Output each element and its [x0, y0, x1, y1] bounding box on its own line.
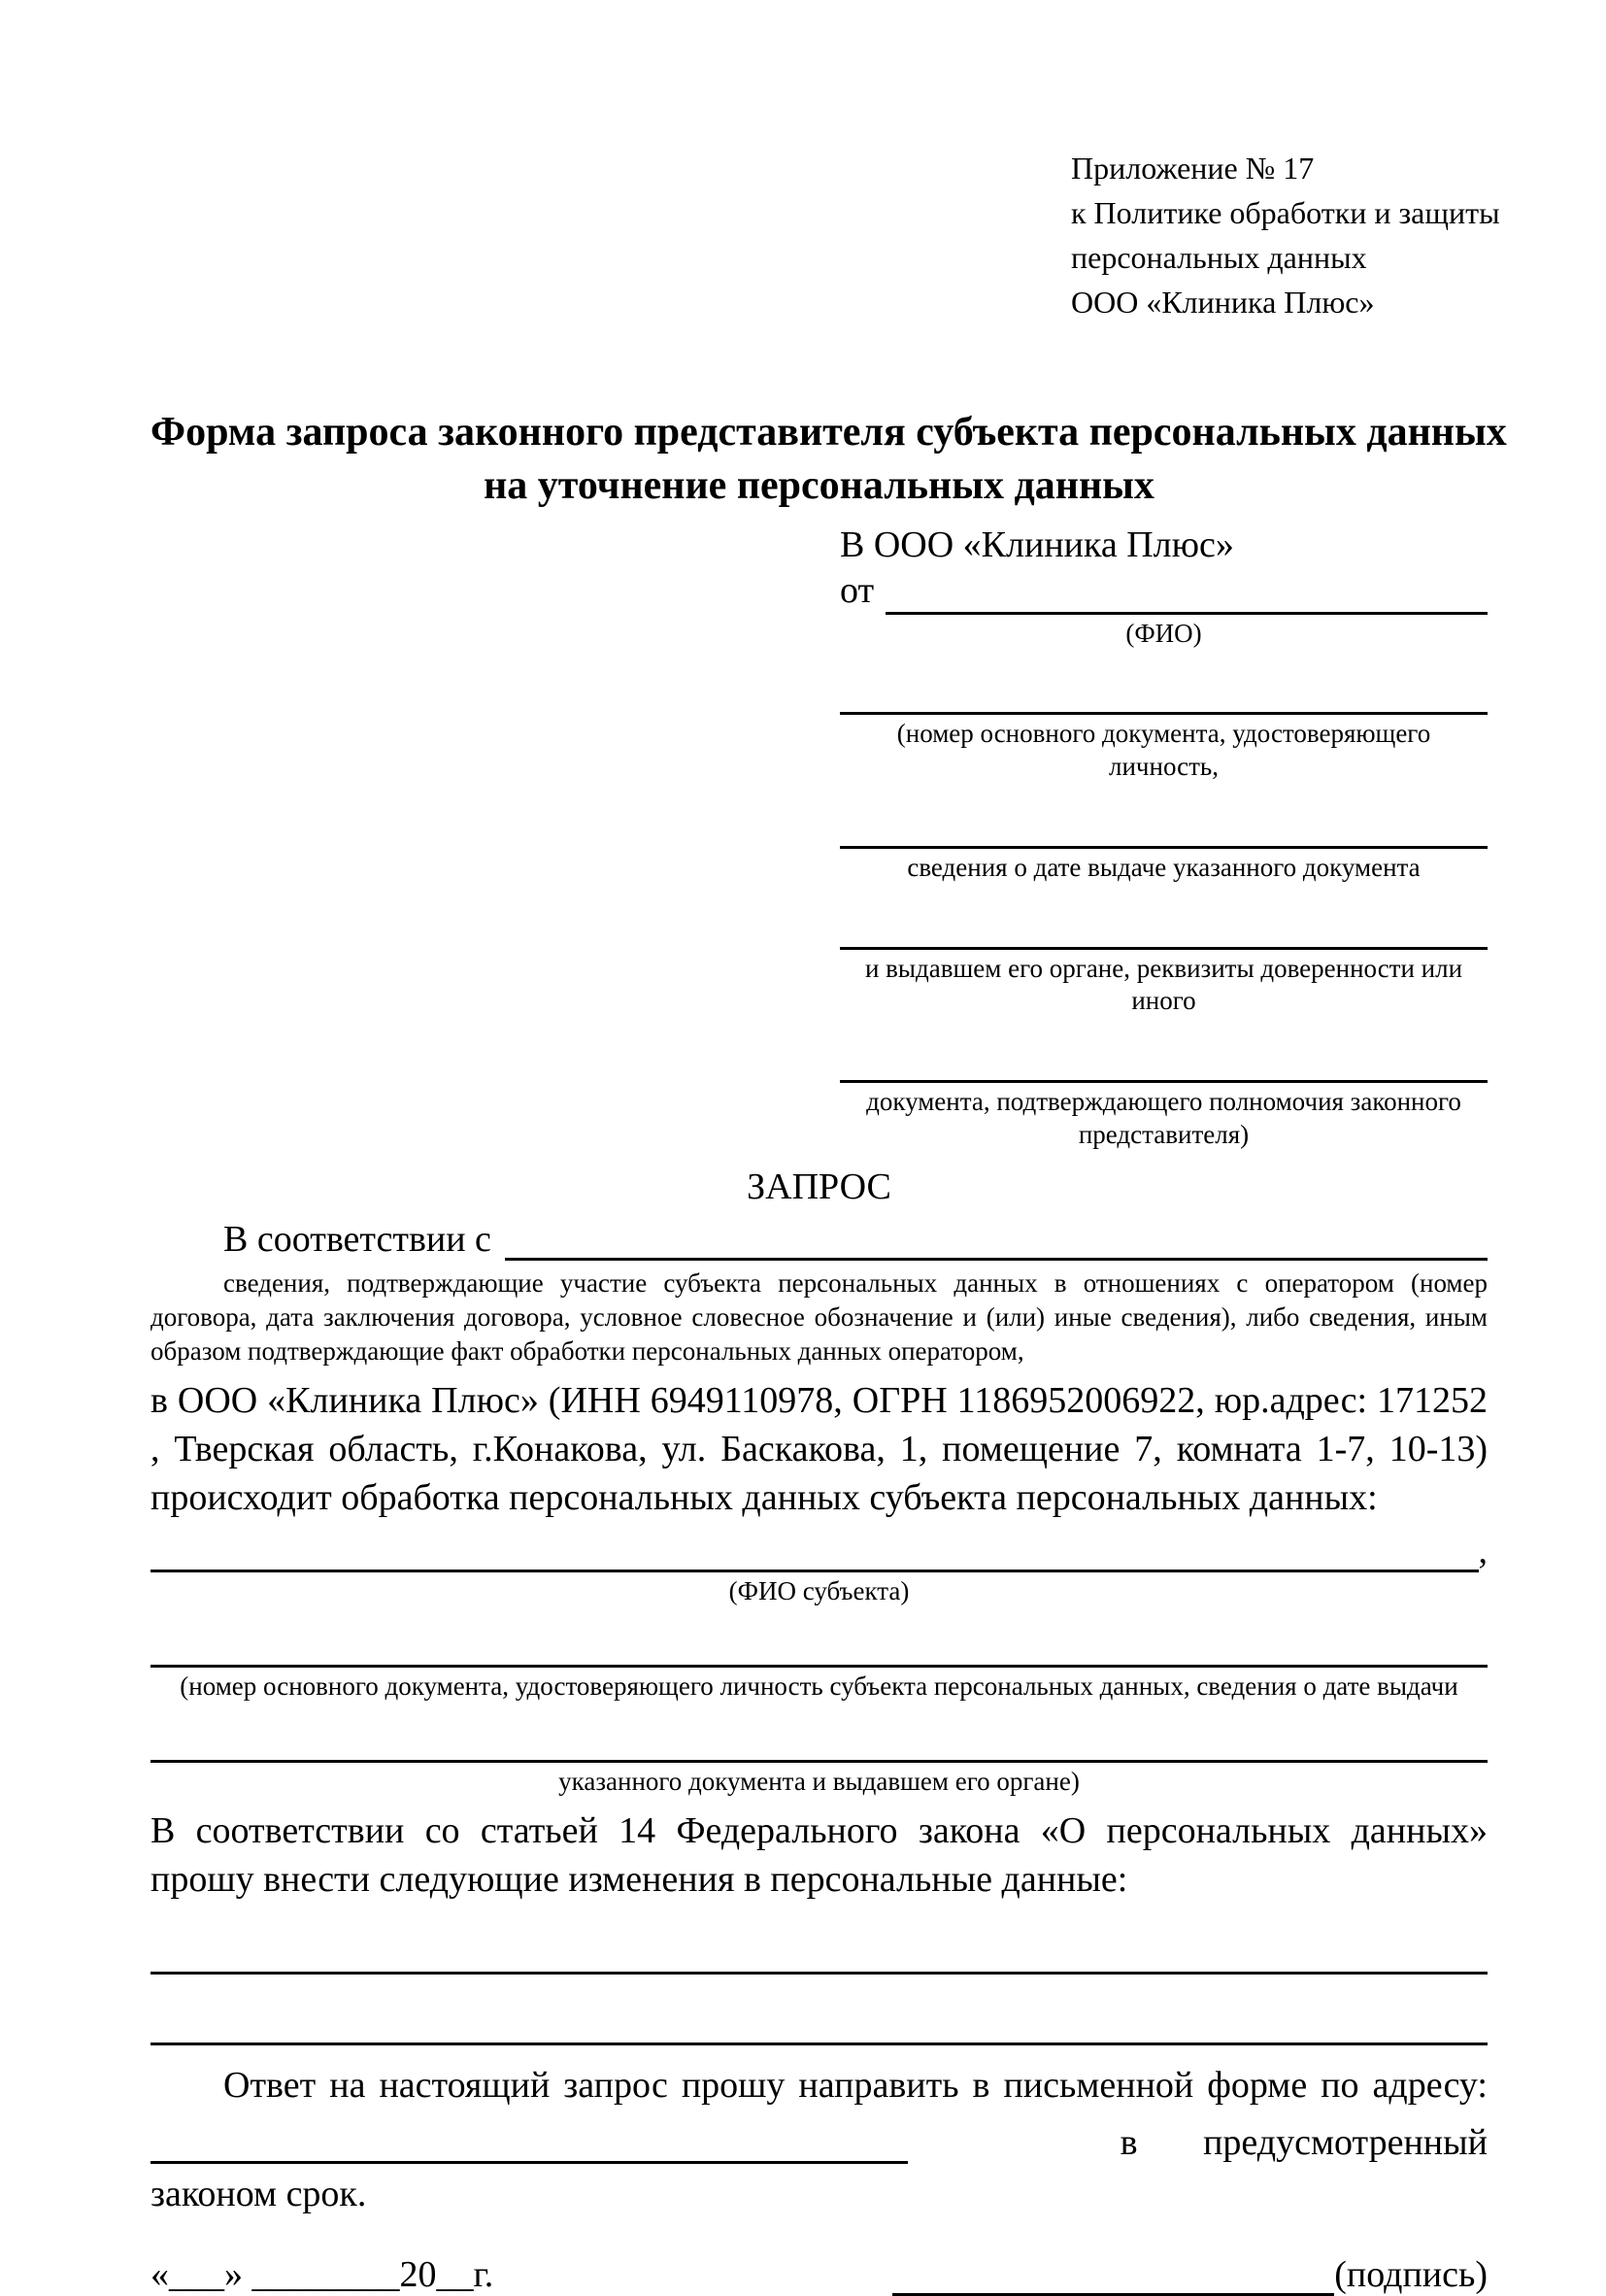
- changes-blank-field-2: [151, 2009, 1488, 2045]
- answer-address-blank-field: [151, 2122, 908, 2164]
- doc-caption-2: сведения о дате выдаче указанного документа: [907, 852, 1421, 882]
- fio-caption: (ФИО): [1125, 618, 1202, 648]
- from-label: от: [840, 570, 875, 611]
- appendix-line: Приложение № 17: [1071, 151, 1315, 186]
- subject-doc-number-blank-field: [151, 1634, 1488, 1668]
- answer-tail-text: в предусмотренный: [1120, 2121, 1488, 2163]
- answer-paragraph: Ответ на настоящий запрос прошу направить в письменной форме по адресу:: [223, 2064, 1488, 2106]
- subject-doc-field: [151, 1729, 1488, 1799]
- doc-authority-blank-field: [840, 1051, 1488, 1083]
- appendix-block: [1071, 146, 1500, 324]
- date-line: «___» ________20__г.: [151, 2254, 494, 2296]
- changes-blank-field-1: [151, 1939, 1488, 1975]
- relation-basis-blank-field: [505, 1219, 1488, 1261]
- signature-blank-field: [892, 2254, 1334, 2296]
- doc-caption-4: документа, подтверждающего полномочия законного представителя): [866, 1087, 1461, 1149]
- document-title: [151, 406, 1507, 512]
- answer-address-row: [151, 2121, 1488, 2164]
- subject-fio-row: [151, 1530, 1488, 1572]
- request-heading: ЗАПРОС: [747, 1165, 891, 1207]
- doc-issuer-blank-field: [840, 918, 1488, 950]
- fine-print-note: сведения, подтверждающие участие субъекта персональных данных в отношениях с оператором (номер договора, дата заключения договора, условное словесное обозначение и (или) иные сведения), либо сведения, иным образом подтверждающие факт обработки персональных данных оператором,: [151, 1267, 1488, 1366]
- subject-doc-caption-2: указанного документа и выдавшем его органе): [558, 1766, 1080, 1796]
- title-line-2: на уточнение персональных данных: [484, 462, 1154, 508]
- representative-doc-field: [840, 918, 1488, 1019]
- doc-caption-1: (номер основного документа, удостоверяющего личность,: [896, 719, 1431, 781]
- operator-paragraph: в ООО «Клиника Плюс» (ИНН 6949110978, ОГРН 1186952006922, юр.адрес: 171252 , Тверская область, г.Конакова, ул. Баскакова, 1, помещение 7, комната 1-7, 10-13) происходит обработка персональных данных субъекта персональных данных:: [151, 1379, 1488, 1519]
- representative-doc-field: [840, 683, 1488, 784]
- document-content: [151, 0, 1507, 2296]
- doc-caption-3: и выдавшем его органе, реквизиты доверенности или иного: [864, 953, 1463, 1016]
- representative-doc-field: [840, 1051, 1488, 1152]
- doc-issue-date-blank-field: [840, 817, 1488, 849]
- footer-row: [151, 2253, 1488, 2296]
- request-intro-row: [151, 1218, 1488, 1261]
- appendix-line: ООО «Клиника Плюс»: [1071, 285, 1375, 321]
- addressee-from-row: [840, 568, 1488, 615]
- addressee-block: [840, 523, 1488, 1152]
- title-line-1: Форма запроса законного представителя субъекта персональных данных: [151, 410, 1507, 456]
- signature-caption: (подпись): [1334, 2254, 1488, 2296]
- signature-group: [892, 2253, 1488, 2296]
- doc-number-blank-field: [840, 683, 1488, 715]
- intro-label: В соответствии с: [223, 1218, 491, 1260]
- subject-fio-comma: ,: [1478, 1531, 1488, 1572]
- law-paragraph: В соответствии со статьей 14 Федерального закона «О персональных данных» прошу внести следующие изменения в персональные данные:: [151, 1809, 1488, 1900]
- from-name-blank-field: [886, 579, 1488, 615]
- subject-doc-issuer-blank-field: [151, 1729, 1488, 1763]
- answer-end-text: законом срок.: [151, 2173, 367, 2214]
- representative-doc-field: [840, 817, 1488, 885]
- appendix-line: персональных данных: [1071, 240, 1367, 276]
- subject-doc-caption-1: (номер основного документа, удостоверяющего личность субъекта персональных данных, сведения о дате выдачи: [180, 1671, 1458, 1701]
- subject-fio-blank-field: [151, 1536, 1479, 1572]
- addressee-to: В ООО «Клиника Плюс»: [840, 523, 1234, 565]
- appendix-line: к Политике обработки и защиты: [1071, 195, 1500, 231]
- subject-fio-caption: (ФИО субъекта): [728, 1576, 910, 1606]
- subject-doc-field: [151, 1634, 1488, 1704]
